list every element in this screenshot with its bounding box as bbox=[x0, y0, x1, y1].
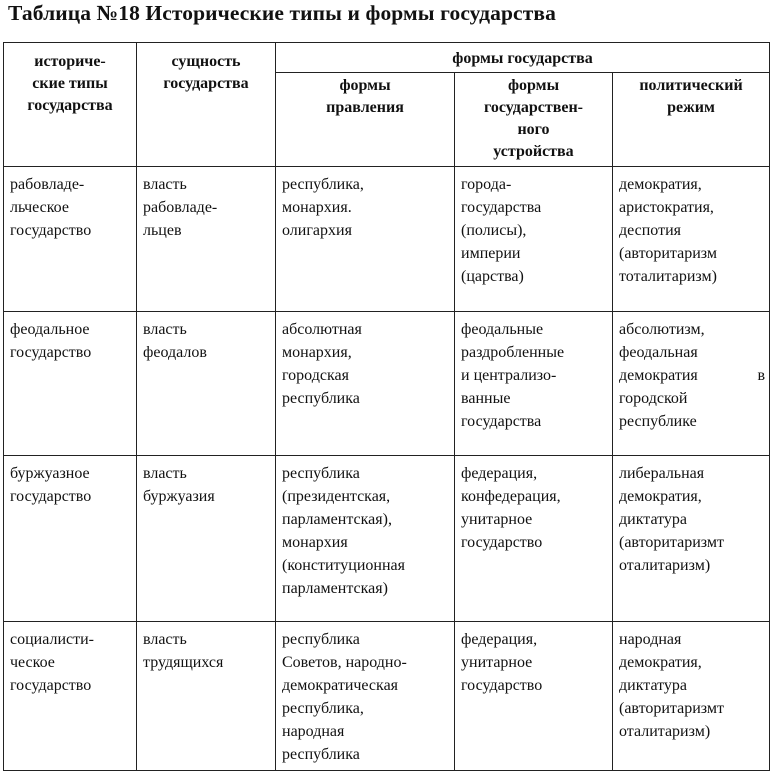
header-structure-line: государствен- bbox=[484, 99, 583, 116]
cell-line: либеральная bbox=[619, 465, 705, 482]
cell-essence bbox=[137, 312, 276, 456]
cell-line: феодальные bbox=[461, 321, 544, 338]
cell-line: раздробленные bbox=[461, 344, 565, 361]
page-title: Таблица №18 Исторические типы и формы государства bbox=[8, 1, 556, 25]
header-types bbox=[4, 43, 137, 167]
header-government-line: формы bbox=[339, 77, 391, 94]
cell-line: феодалов bbox=[143, 344, 207, 361]
cell-line: республика bbox=[282, 746, 360, 763]
cell-line: государство bbox=[10, 488, 92, 505]
header-essence bbox=[137, 43, 276, 167]
cell-line: федерация, bbox=[461, 465, 538, 482]
header-structure-line: устройства bbox=[493, 143, 574, 160]
cell-line: олигархия bbox=[282, 222, 352, 239]
cell-line: республике bbox=[619, 413, 697, 430]
cell-structure bbox=[455, 456, 613, 622]
cell-line: льческое bbox=[10, 199, 69, 216]
cell-line: власть bbox=[143, 631, 187, 648]
header-essence-line: государства bbox=[163, 75, 249, 92]
cell-line: унитарное bbox=[461, 654, 533, 671]
cell-line: абсолютизм, bbox=[619, 321, 705, 338]
cell-line: аристократия, bbox=[619, 199, 714, 216]
cell-line: государства bbox=[461, 199, 542, 216]
cell-line: рабовладе- bbox=[10, 176, 85, 193]
header-structure-line: формы bbox=[507, 77, 560, 94]
cell-line: диктатура bbox=[619, 511, 688, 528]
cell-line: власть bbox=[143, 176, 187, 193]
header-types-line: ские типы bbox=[32, 75, 108, 92]
cell-line: унитарное bbox=[461, 511, 533, 528]
cell-line: трудящихся bbox=[143, 654, 224, 671]
cell-line: и централизо- bbox=[461, 367, 557, 384]
header-regime-line: политический bbox=[639, 77, 743, 94]
cell-line: государства bbox=[461, 413, 542, 430]
cell-line: республика, bbox=[282, 700, 364, 717]
cell-line: республика bbox=[282, 631, 360, 648]
cell-line: (авторитаризм bbox=[619, 245, 717, 262]
cell-line: деспотия bbox=[619, 222, 682, 239]
cell-line: демократическая bbox=[282, 677, 399, 694]
cell-line: государство bbox=[461, 677, 543, 694]
table-row bbox=[4, 312, 770, 456]
cell-government bbox=[276, 312, 455, 456]
cell-line: (конституционная bbox=[282, 557, 405, 574]
cell-line: государство bbox=[10, 222, 92, 239]
states-table bbox=[3, 42, 770, 771]
header-structure-line: ного bbox=[517, 121, 550, 138]
table-row bbox=[4, 456, 770, 622]
cell-line: (полисы), bbox=[461, 222, 527, 239]
cell-word: в bbox=[757, 367, 765, 384]
cell-type bbox=[4, 312, 137, 456]
cell-line: Советов, народно- bbox=[282, 654, 407, 671]
cell-line: диктатура bbox=[619, 677, 688, 694]
cell-line: народная bbox=[619, 631, 682, 648]
cell-structure bbox=[455, 622, 613, 771]
cell-regime bbox=[613, 622, 770, 771]
cell-line: абсолютная bbox=[282, 321, 362, 338]
cell-line: демократия, bbox=[619, 488, 702, 505]
cell-line: ческое bbox=[10, 654, 55, 671]
header-types-line: государства bbox=[27, 97, 113, 114]
cell-line: монархия bbox=[282, 534, 348, 551]
cell-line: демократия, bbox=[619, 654, 702, 671]
cell-line: буржуазия bbox=[143, 488, 215, 505]
cell-regime bbox=[613, 167, 770, 312]
cell-line: феодальное bbox=[10, 321, 90, 338]
cell-line: парламентская), bbox=[282, 511, 392, 528]
cell-structure bbox=[455, 312, 613, 456]
cell-type bbox=[4, 622, 137, 771]
cell-type bbox=[4, 456, 137, 622]
cell-type bbox=[4, 167, 137, 312]
cell-structure bbox=[455, 167, 613, 312]
table-row bbox=[4, 167, 770, 312]
cell-line: (авторитаризмт bbox=[619, 534, 724, 551]
cell-government bbox=[276, 167, 455, 312]
cell-line: буржуазное bbox=[10, 465, 90, 482]
cell-line: городская bbox=[282, 367, 349, 384]
cell-line: власть bbox=[143, 465, 187, 482]
cell-line-justified bbox=[619, 364, 765, 387]
cell-line: конфедерация, bbox=[461, 488, 561, 505]
header-types-line: историче- bbox=[34, 53, 106, 70]
cell-line: ванные bbox=[461, 390, 511, 407]
cell-line: монархия, bbox=[282, 344, 352, 361]
cell-line: республика bbox=[282, 390, 360, 407]
cell-line: города- bbox=[461, 176, 512, 193]
cell-essence bbox=[137, 622, 276, 771]
cell-government bbox=[276, 622, 455, 771]
header-forms-group-label: формы государства bbox=[452, 50, 593, 67]
header-regime-line: режим bbox=[667, 99, 715, 116]
cell-word: демократия bbox=[619, 367, 698, 384]
cell-line: социалисти- bbox=[10, 631, 94, 648]
cell-line: (президентская, bbox=[282, 488, 391, 505]
cell-line: федерация, bbox=[461, 631, 538, 648]
header-structure bbox=[455, 73, 613, 167]
cell-line: власть bbox=[143, 321, 187, 338]
cell-line: республика, bbox=[282, 176, 364, 193]
table-row bbox=[4, 622, 770, 771]
cell-line: демократия, bbox=[619, 176, 702, 193]
header-government bbox=[276, 73, 455, 167]
cell-line: народная bbox=[282, 723, 345, 740]
cell-line: льцев bbox=[143, 222, 182, 239]
header-essence-line: сущность bbox=[171, 53, 241, 70]
cell-line: оталитаризм) bbox=[619, 723, 711, 740]
cell-line: империи bbox=[461, 245, 521, 262]
cell-line: рабовладе- bbox=[143, 199, 218, 216]
cell-line: монархия. bbox=[282, 199, 352, 216]
header-government-line: правления bbox=[326, 99, 404, 116]
cell-line: феодальная bbox=[619, 344, 698, 361]
cell-line: (авторитаризмт bbox=[619, 700, 724, 717]
cell-government bbox=[276, 456, 455, 622]
cell-line: городской bbox=[619, 390, 688, 407]
cell-line: оталитаризм) bbox=[619, 557, 711, 574]
header-forms-group bbox=[276, 43, 770, 73]
cell-line: республика bbox=[282, 465, 360, 482]
cell-essence bbox=[137, 167, 276, 312]
cell-line: парламентская) bbox=[282, 580, 388, 597]
header-regime bbox=[613, 73, 770, 167]
header-row-1 bbox=[4, 43, 770, 73]
cell-line: государство bbox=[10, 677, 92, 694]
cell-regime bbox=[613, 456, 770, 622]
cell-line: государство bbox=[461, 534, 543, 551]
cell-line: тоталитаризм) bbox=[619, 268, 717, 285]
cell-line: государство bbox=[10, 344, 92, 361]
cell-essence bbox=[137, 456, 276, 622]
cell-line: (царства) bbox=[461, 268, 524, 285]
cell-regime bbox=[613, 312, 770, 456]
